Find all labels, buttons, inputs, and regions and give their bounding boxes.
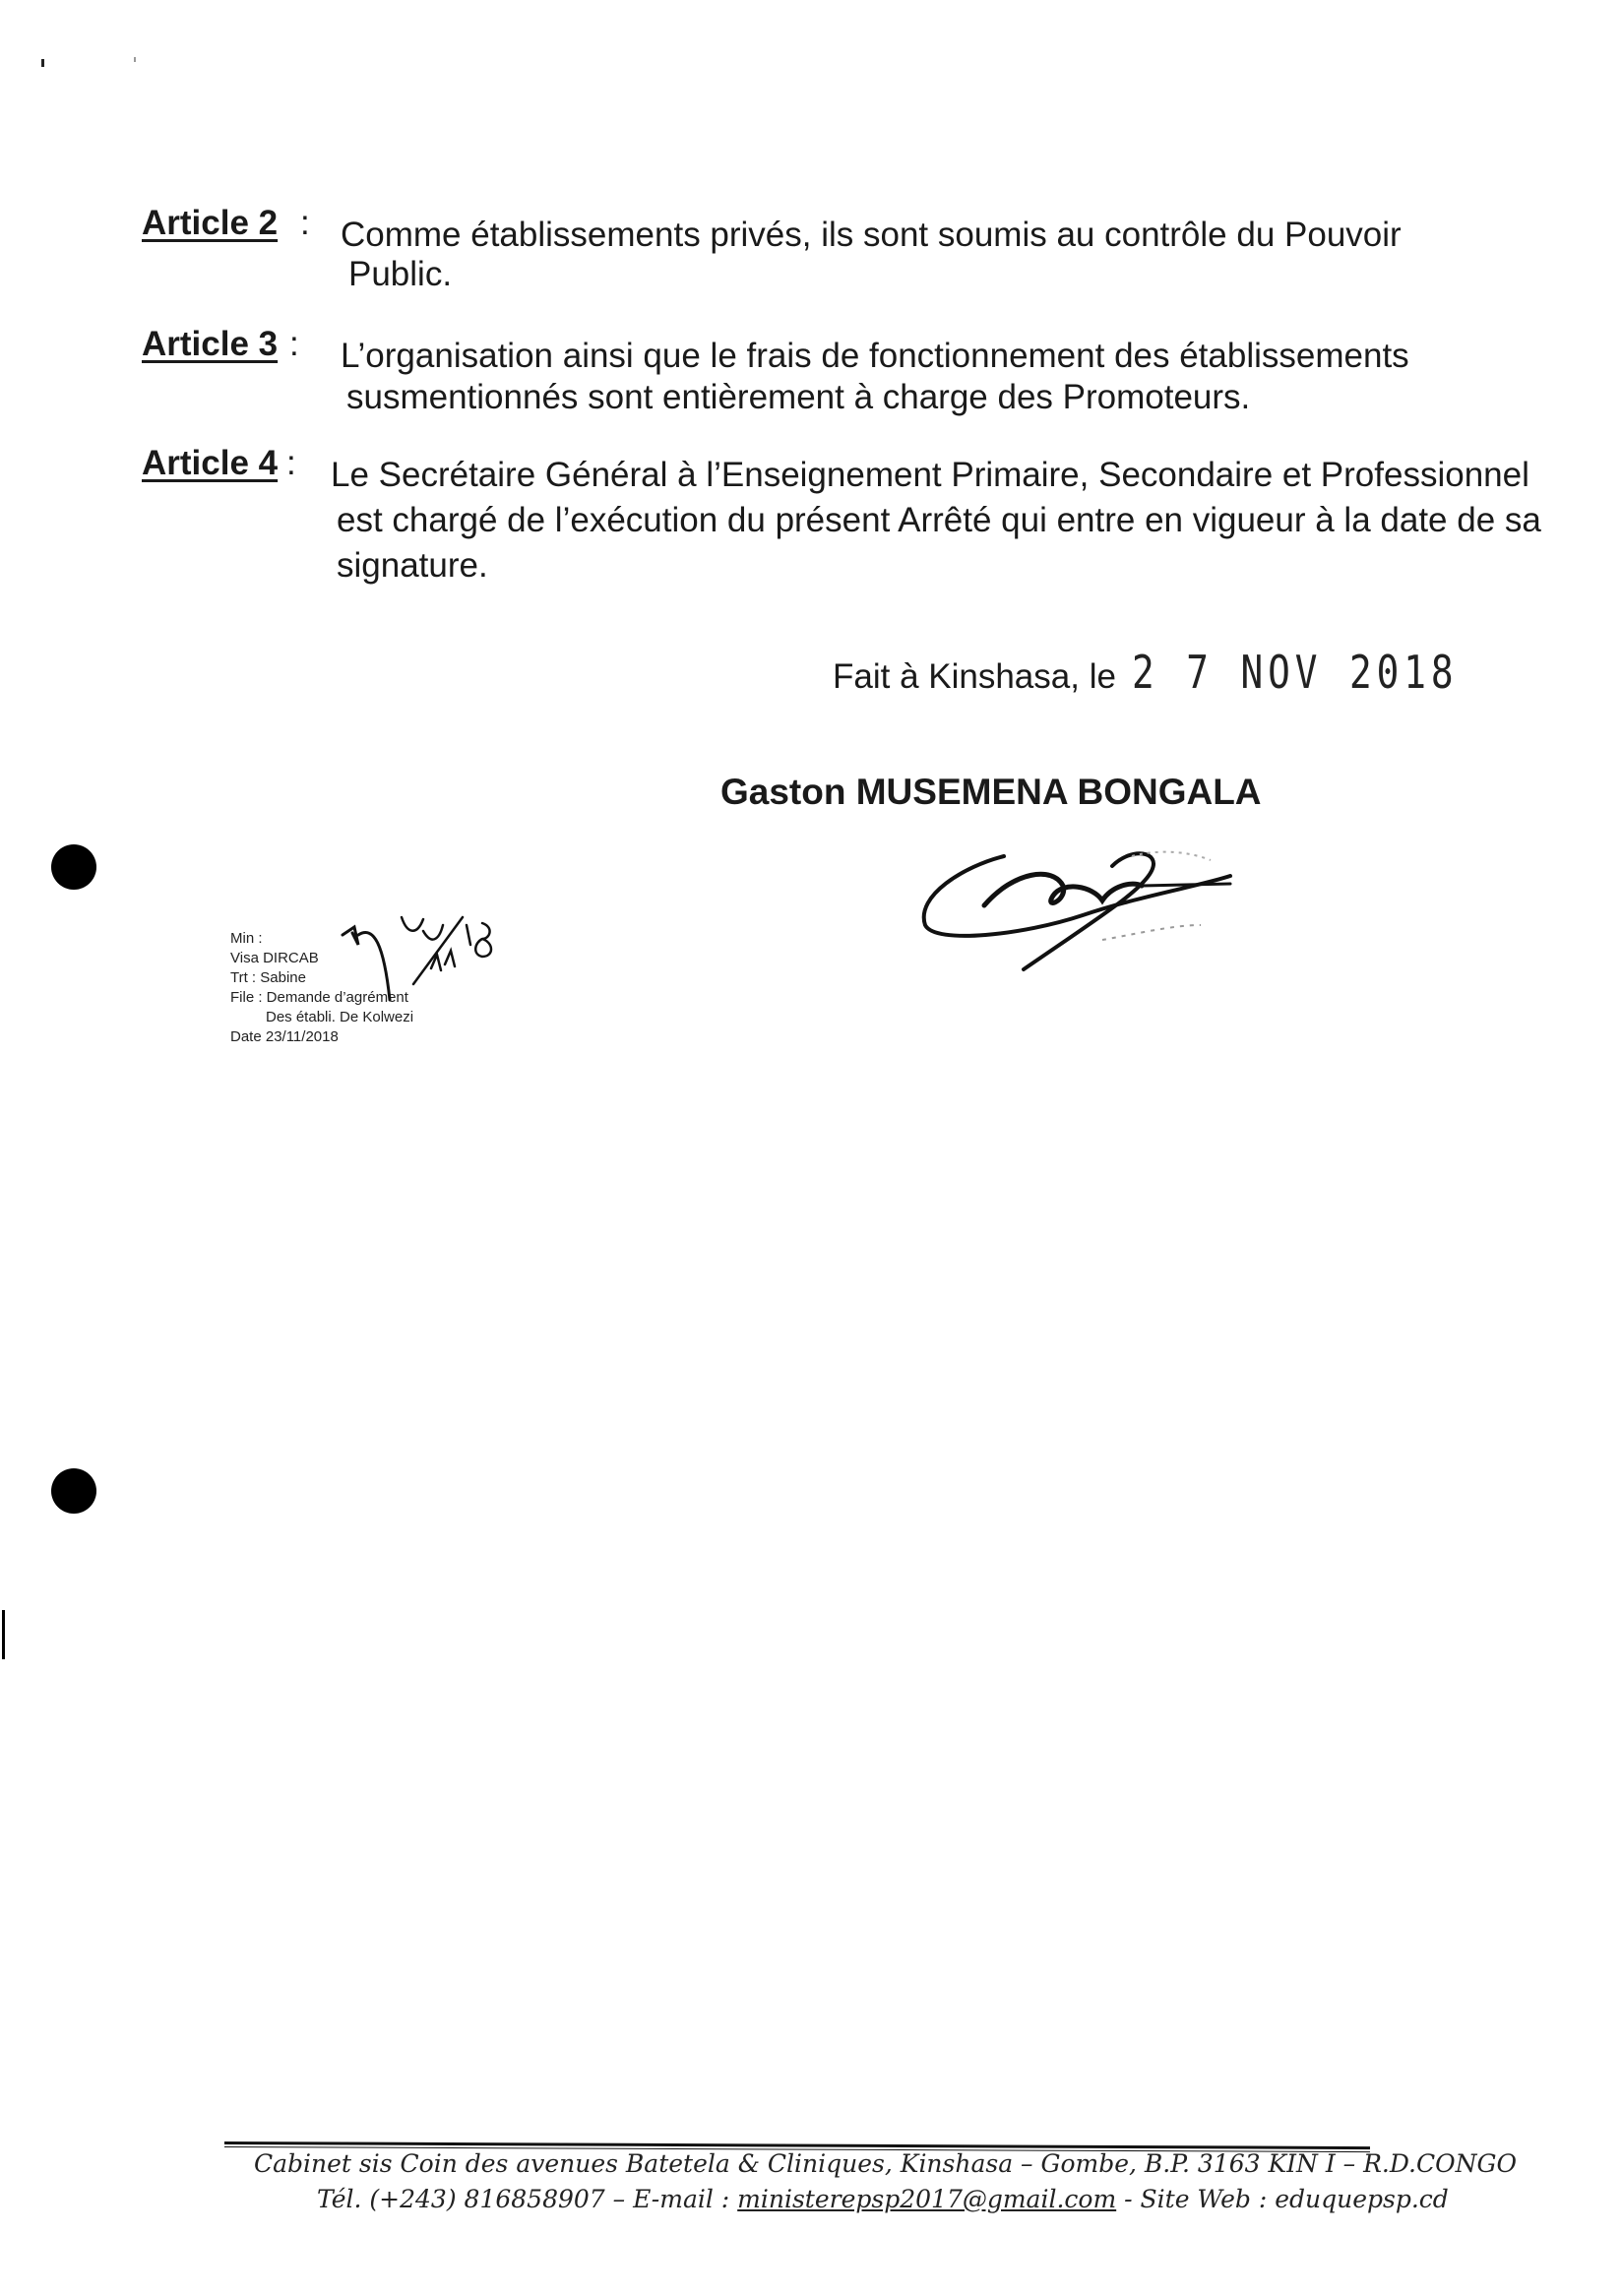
- scan-mark: [134, 57, 136, 62]
- article-line: Le Secrétaire Général à l’Enseignement Primaire, Secondaire et Professionnel: [331, 456, 1529, 494]
- footer-address: Cabinet sis Coin des avenues Batetela & Cliniques, Kinshasa – Gombe, B.P. 3163 KIN I – R.D.CONGO: [254, 2149, 1517, 2178]
- article-line: Comme établissements privés, ils sont soumis au contrôle du Pouvoir: [341, 216, 1402, 254]
- footer-site: - Site Web : eduquepsp.cd: [1124, 2185, 1449, 2213]
- footer-email-link[interactable]: ministerepsp2017@gmail.com: [737, 2185, 1117, 2213]
- article-line: L’organisation ainsi que le frais de fonctionnement des établissements: [341, 337, 1409, 375]
- article-body: [341, 213, 1402, 297]
- footer-tel: Tél. (+243) 816858907 – E-mail :: [317, 2185, 730, 2213]
- scan-mark: [41, 59, 44, 67]
- article-line: est chargé de l’exécution du présent Arrêté qui entre en vigueur à la date de sa: [337, 501, 1541, 539]
- place-and-date: [833, 646, 1529, 699]
- routing-visa: Visa DIRCAB: [230, 950, 319, 966]
- article-body: [331, 453, 1541, 589]
- article-label: Article 4: [142, 444, 279, 482]
- article-line: signature.: [337, 546, 488, 585]
- routing-min: Min :: [230, 930, 263, 947]
- routing-file: File : Demande d’agrément: [230, 989, 408, 1006]
- punch-hole: [51, 844, 96, 890]
- routing-date: Date 23/11/2018: [230, 1028, 339, 1045]
- footer-contact: [317, 2185, 1449, 2213]
- handwritten-initials: [335, 905, 512, 1024]
- date-stamp: 2 7 NOV 2018: [1131, 646, 1459, 699]
- routing-trt: Trt : Sabine: [230, 969, 306, 986]
- routing-file-cont: Des établi. De Kolwezi: [266, 1009, 414, 1025]
- scan-edge-mark: [2, 1610, 5, 1659]
- handwritten-signature: [905, 827, 1260, 1004]
- article-body: [341, 334, 1409, 420]
- article-colon: :: [289, 325, 299, 363]
- article-label: Article 3: [142, 325, 279, 363]
- article-line: Public.: [348, 255, 453, 293]
- punch-hole: [51, 1468, 96, 1514]
- signatory-name: Gaston MUSEMENA BONGALA: [720, 772, 1262, 812]
- article-colon: :: [286, 444, 296, 482]
- article-label: Article 2: [142, 204, 279, 242]
- article-colon: :: [300, 204, 310, 242]
- article-line: susmentionnés sont entièrement à charge des Promoteurs.: [346, 378, 1251, 416]
- place-text: Fait à Kinshasa, le: [833, 657, 1116, 696]
